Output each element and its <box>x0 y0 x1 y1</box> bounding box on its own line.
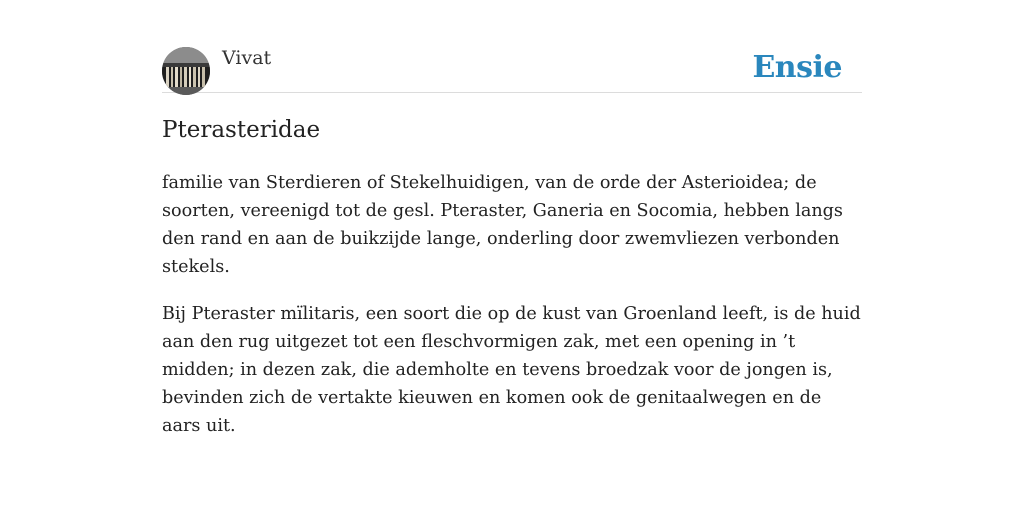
article-paragraph: familie van Sterdieren of Stekelhuidigen, van de orde der Asterioidea; de soorten, vereenigd tot de gesl. Pteraster, Ganeria en Socomia, hebben langs den rand en aan de buikzijde lange, onderling door zwemvliezen verbonden stekels. <box>162 173 843 277</box>
bookshelf-avatar-icon <box>162 47 210 95</box>
author-name[interactable]: Vivat <box>222 47 272 69</box>
article-paragraph: Bij Pteraster mïlitaris, een soort die op de kust van Groenland leeft, is de huid aan den rug uitgezet tot een fleschvormigen zak, met een opening in ’t midden; in dezen zak, die ademholte en tevens broedzak voor de jongen is, bevinden zich de vertakte kieuwen en komen ook de genitaalwegen en de aars uit. <box>162 304 861 436</box>
avatar[interactable] <box>162 47 210 95</box>
article-header <box>162 44 862 93</box>
article-title: Pterasteridae <box>162 117 321 143</box>
article-card <box>162 44 862 440</box>
brand-logo[interactable]: Ensie <box>752 50 842 85</box>
